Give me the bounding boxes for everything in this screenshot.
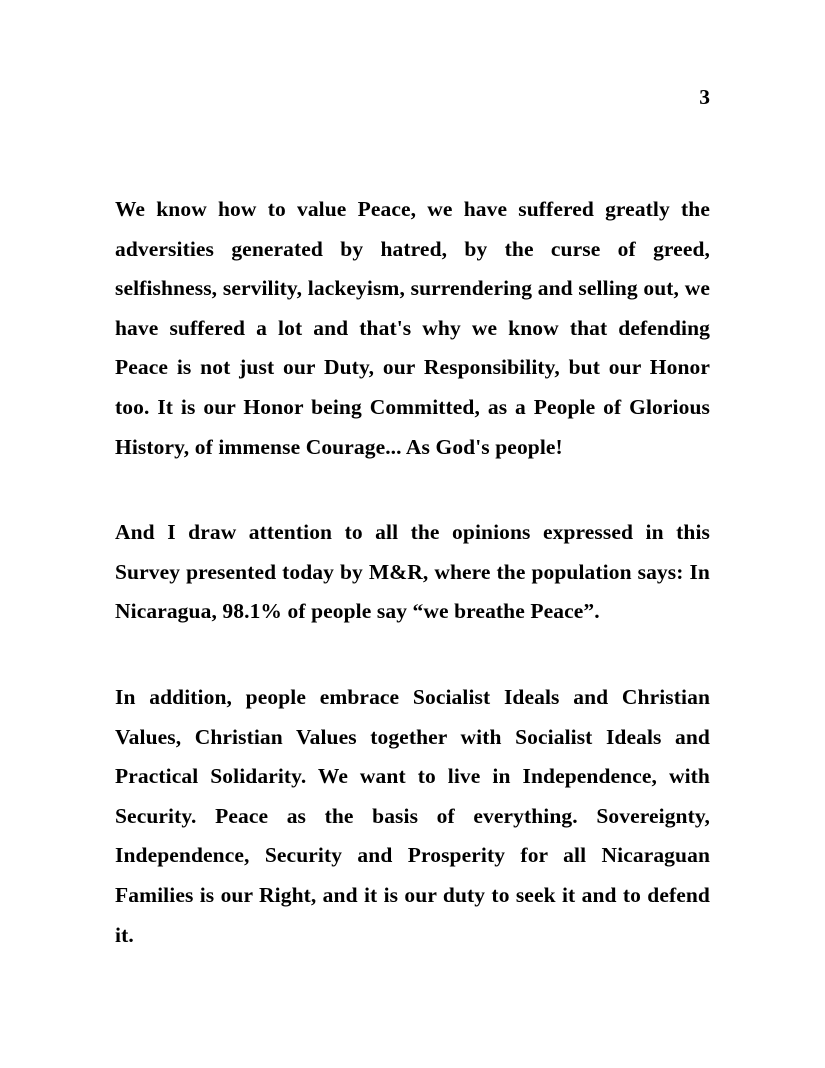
- paragraph-peace-value: We know how to value Peace, we have suffered greatly the adversities generated by hatred, by the curse of greed, selfishness, servility, lackeyism, surrendering and selling out, we have suffered a lot and that's why we know that defending Peace is not just our Duty, our Responsibility, but our Honor too. It is our Honor being Committed, as a People of Glorious History, of immense Courage... As God's people!: [115, 197, 710, 459]
- paragraph-survey-opinions: And I draw attention to all the opinions expressed in this Survey presented today by M&R, where the population says: In Nicaragua, 98.1% of people say “we breathe Peace”.: [115, 520, 710, 624]
- page-number: 3: [699, 85, 710, 109]
- paragraph-ideals-values: In addition, people embrace Socialist Ideals and Christian Values, Christian Values together with Socialist Ideals and Practical Solidarity. We want to live in Independence, with Security. Peace as the basis of everything. Sovereignty, Independence, Security and Prosperity for all Nicaraguan Families is our Right, and it is our duty to seek it and to defend it.: [115, 684, 710, 947]
